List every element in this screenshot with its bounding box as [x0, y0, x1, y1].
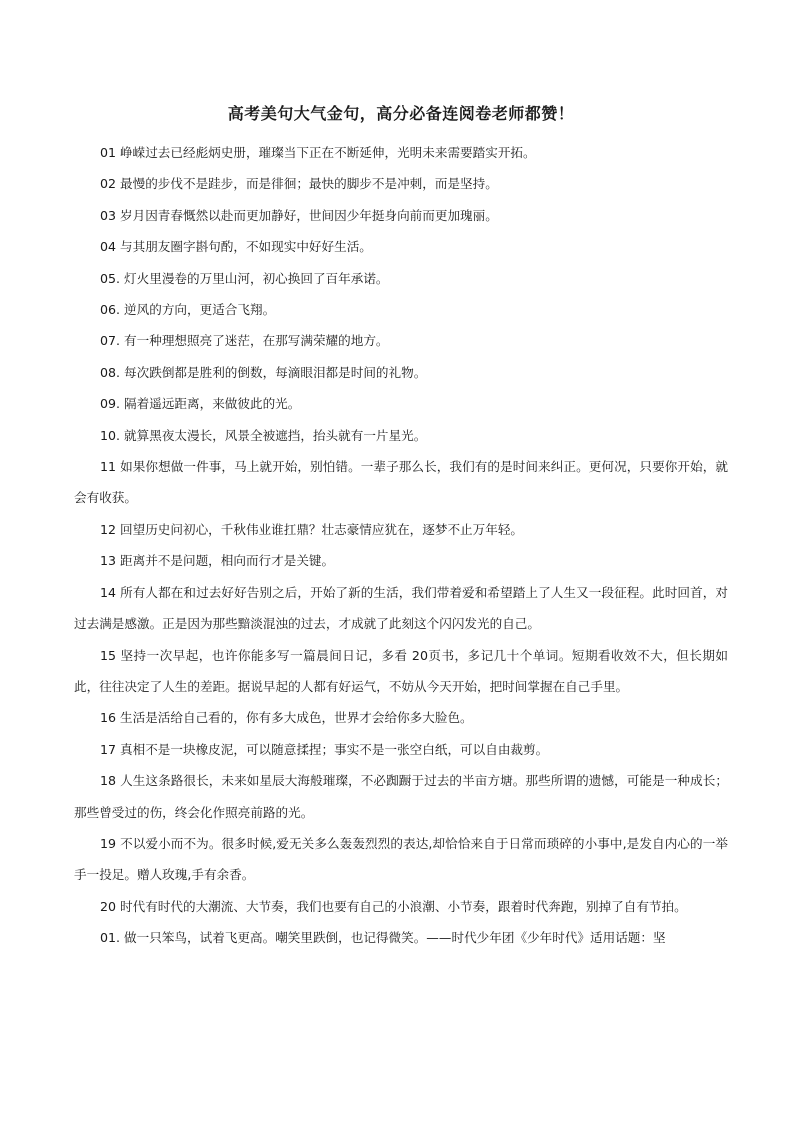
quote-item-13: 13 距离并不是问题，相向而行才是关键。 — [100, 553, 335, 569]
quote-item-12: 12 回望历史问初心，千秋伟业谁扛鼎？壮志豪情应犹在，逐梦不止万年轻。 — [100, 521, 524, 537]
quote-item-08: 08. 每次跌倒都是胜利的倒数，每滴眼泪都是时间的礼物。 — [100, 364, 427, 380]
quote-item-05: 05. 灯火里漫卷的万里山河，初心换回了百年承诺。 — [100, 270, 389, 286]
quote-item-07: 07. 有一种理想照亮了迷茫，在那写满荣耀的地方。 — [100, 333, 389, 349]
quote-item-15: 15 坚持一次早起，也许你能多写一篇晨间日记，多看 20页书，多记几十个单词。短期看收效不大，但长期如此，往往决定了人生的差距。据说早起的人都有好运气，不妨从今天开始，把时间掌握在自己手里。 — [74, 647, 728, 694]
quote-item-10: 10. 就算黑夜太漫长，风景全被遮挡，抬头就有一片星光。 — [100, 427, 427, 443]
quote-item-03: 03 岁月因青春慨然以赴而更加静好，世间因少年挺身向前而更加瑰丽。 — [100, 207, 498, 223]
quote-item-04: 04 与其朋友圈字斟句酌，不如现实中好好生活。 — [100, 239, 372, 255]
quote-item-02: 02 最慢的步伐不是跬步，而是徘徊；最快的脚步不是冲刺，而是坚持。 — [100, 176, 498, 192]
quote-item-19: 19 不以爱小而不为。很多时候,爱无关多么轰轰烈烈的表达,却恰恰来自于日常而琐碎的小事中,是发自内心的一举手一投足。赠人玫瑰,手有余香。 — [74, 835, 728, 883]
quote-item-17: 17 真相不是一块橡皮泥，可以随意揉捏；事实不是一张空白纸，可以自由裁剪。 — [100, 741, 549, 757]
quote-item-06: 06. 逆风的方向，更适合飞翔。 — [100, 302, 276, 318]
quote-item-20: 20 时代有时代的大潮流、大节奏，我们也要有自己的小浪潮、小节奏，跟着时代奔跑，别掉了自有节拍。 — [100, 898, 687, 914]
quote-item-18: 18 人生这条路很长，未来如星辰大海般璀璨，不必踟蹰于过去的半亩方塘。那些所谓的遗憾，可能是一种成长；那些曾受过的伤，终会化作照亮前路的光。 — [74, 773, 728, 820]
quote-item-14: 14 所有人都在和过去好好告别之后，开始了新的生活，我们带着爱和希望踏上了人生又一段征程。此时回首，对过去满是感激。正是因为那些黯淡混浊的过去，才成就了此刻这个闪闪发光的自己。 — [74, 584, 728, 632]
quote-item-16: 16 生活是活给自己看的，你有多大成色，世界才会给你多大脸色。 — [100, 710, 473, 726]
quote-item-09: 09. 隔着遥远距离，来做彼此的光。 — [100, 396, 301, 412]
quote-list — [74, 137, 728, 954]
quote-item-11: 11 如果你想做一件事，马上就开始，别怕错。一辈子那么长，我们有的是时间来纠正。更何况，只要你开始，就会有收获。 — [74, 459, 728, 506]
quote-item-01: 01 峥嵘过去已经彪炳史册，璀璨当下正在不断延伸，光明未来需要踏实开拓。 — [100, 145, 536, 160]
document-title: 高考美句大气金句，高分必备连阅卷老师都赞！ — [227, 104, 575, 123]
quote-item-21: 01. 做一只笨鸟，试着飞更高。嘲笑里跌倒，也记得微笑。——时代少年团《少年时代》适用话题：坚 — [100, 930, 666, 946]
